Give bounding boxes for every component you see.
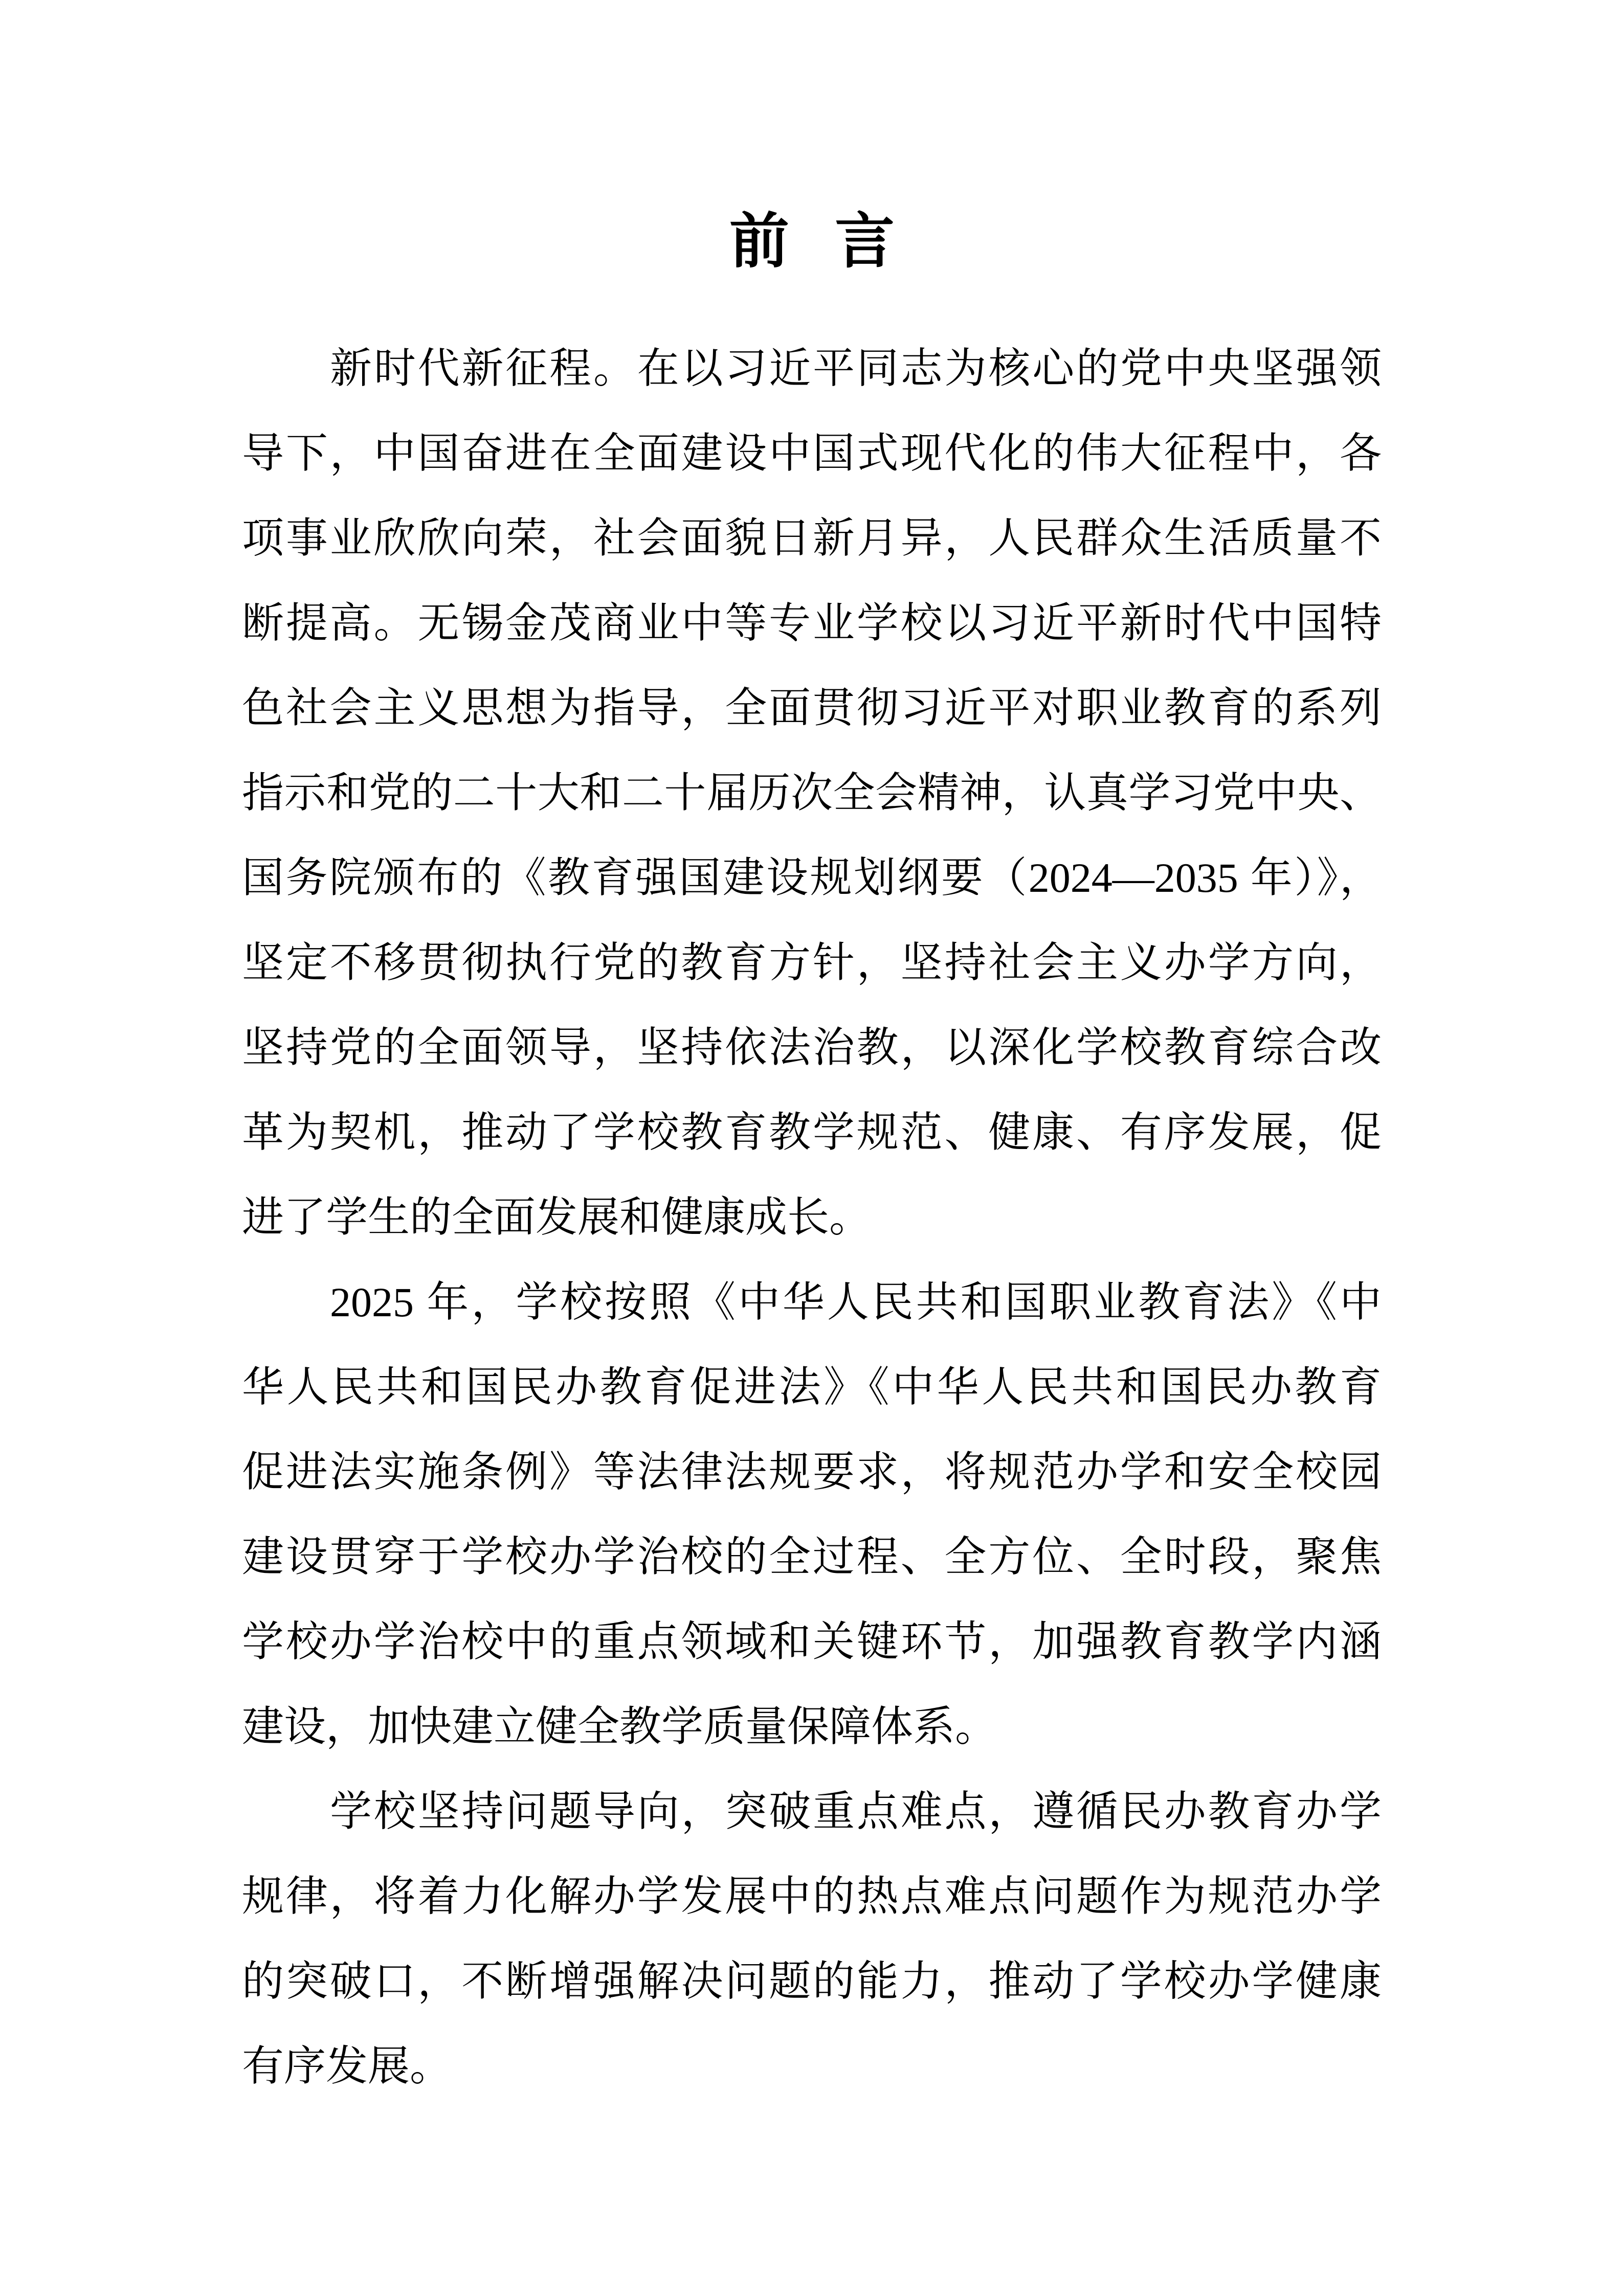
text-line: 有序发展。 bbox=[242, 2043, 452, 2089]
text-line: 指示和党的二十大和二十届历次全会精神，认真学习党中央、 bbox=[242, 770, 1382, 816]
text-line: 的突破口，不断增强解决问题的能力，推动了学校办学健康 bbox=[242, 1958, 1382, 2005]
text-line: 项事业欣欣向荣，社会面貌日新月异，人民群众生活质量不 bbox=[242, 515, 1382, 561]
text-line: 学校办学治校中的重点领域和关键环节，加强教育教学内涵 bbox=[242, 1618, 1382, 1665]
text-line: 建设，加快建立健全教学质量保障体系。 bbox=[242, 1703, 997, 1750]
text-line: 学校坚持问题导向，突破重点难点，遵循民办教育办学 bbox=[330, 1788, 1382, 1835]
text-line: 革为契机，推动了学校教育教学规范、健康、有序发展，促 bbox=[242, 1109, 1382, 1156]
text-line: 新时代新征程。在以习近平同志为核心的党中央坚强领 bbox=[330, 345, 1382, 392]
text-line: 国务院颁布的《教育强国建设规划纲要（2024—2035 年）》， bbox=[242, 854, 1382, 901]
text-line: 坚定不移贯彻执行党的教育方针，坚持社会主义办学方向， bbox=[242, 939, 1382, 986]
document-body bbox=[242, 326, 1382, 2109]
text-line: 2025 年，学校按照《中华人民共和国职业教育法》《中 bbox=[330, 1279, 1382, 1325]
text-line: 华人民共和国民办教育促进法》《中华人民共和国民办教育 bbox=[242, 1364, 1382, 1410]
text-line: 进了学生的全面发展和健康成长。 bbox=[242, 1194, 872, 1241]
text-line: 建设贯穿于学校办学治校的全过程、全方位、全时段，聚焦 bbox=[242, 1534, 1382, 1580]
text-line: 色社会主义思想为指导，全面贯彻习近平对职业教育的系列 bbox=[242, 685, 1382, 731]
text-line: 导下，中国奋进在全面建设中国式现代化的伟大征程中，各 bbox=[242, 430, 1382, 477]
page-title: 前 言 bbox=[729, 209, 895, 275]
text-line: 坚持党的全面领导，坚持依法治教，以深化学校教育综合改 bbox=[242, 1024, 1382, 1071]
text-line: 规律，将着力化解办学发展中的热点难点问题作为规范办学 bbox=[242, 1873, 1382, 1920]
text-line: 促进法实施条例》等法律法规要求，将规范办学和安全校园 bbox=[242, 1449, 1382, 1495]
text-line: 断提高。无锡金茂商业中等专业学校以习近平新时代中国特 bbox=[242, 600, 1382, 646]
